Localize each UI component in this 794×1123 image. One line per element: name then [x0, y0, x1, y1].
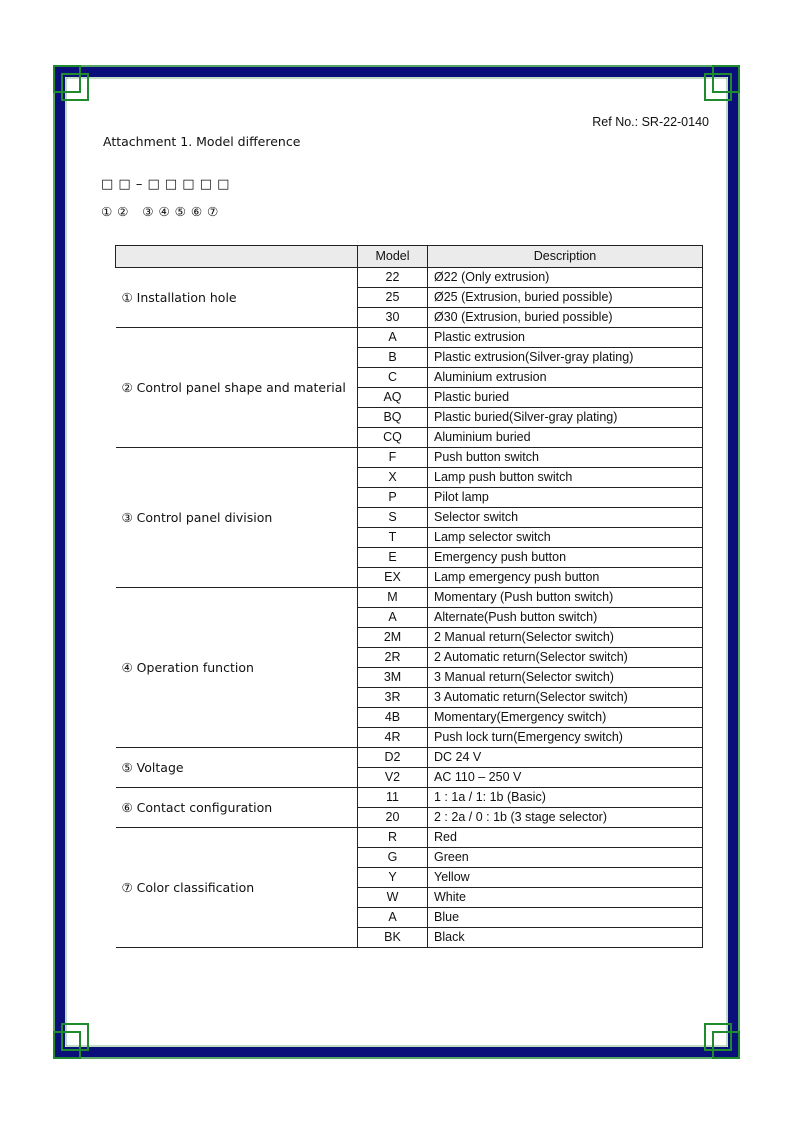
description-cell: 1 : 1a / 1: 1b (Basic): [428, 788, 703, 808]
model-code-cell: BQ: [358, 408, 428, 428]
model-code-cell: 30: [358, 308, 428, 328]
model-code-cell: 25: [358, 288, 428, 308]
category-cell: ④ Operation function: [116, 588, 358, 748]
table-row: [116, 748, 703, 768]
model-code-cell: X: [358, 468, 428, 488]
table-row: [116, 788, 703, 808]
header-category: [116, 246, 358, 268]
table-row: [116, 828, 703, 848]
description-cell: Momentary(Emergency switch): [428, 708, 703, 728]
model-code-cell: EX: [358, 568, 428, 588]
model-code-cell: R: [358, 828, 428, 848]
model-code-cell: A: [358, 908, 428, 928]
header-description: Description: [428, 246, 703, 268]
model-code-cell: A: [358, 328, 428, 348]
description-cell: Plastic buried(Silver-gray plating): [428, 408, 703, 428]
description-cell: Plastic extrusion(Silver-gray plating): [428, 348, 703, 368]
model-code-cell: C: [358, 368, 428, 388]
model-code-cell: 11: [358, 788, 428, 808]
description-cell: Alternate(Push button switch): [428, 608, 703, 628]
description-cell: Ø25 (Extrusion, buried possible): [428, 288, 703, 308]
description-cell: Push button switch: [428, 448, 703, 468]
category-cell: ① Installation hole: [116, 268, 358, 328]
header-model: Model: [358, 246, 428, 268]
description-cell: Yellow: [428, 868, 703, 888]
model-code-cell: D2: [358, 748, 428, 768]
model-code-cell: 20: [358, 808, 428, 828]
description-cell: Push lock turn(Emergency switch): [428, 728, 703, 748]
model-code-cell: S: [358, 508, 428, 528]
category-cell: ⑦ Color classification: [116, 828, 358, 948]
model-difference-table: [115, 245, 703, 948]
category-cell: ⑥ Contact configuration: [116, 788, 358, 828]
model-code-cell: B: [358, 348, 428, 368]
category-cell: ② Control panel shape and material: [116, 328, 358, 448]
description-cell: Emergency push button: [428, 548, 703, 568]
description-cell: 2 Manual return(Selector switch): [428, 628, 703, 648]
model-code-cell: V2: [358, 768, 428, 788]
model-code-cell: A: [358, 608, 428, 628]
category-cell: ⑤ Voltage: [116, 748, 358, 788]
attachment-title: Attachment 1. Model difference: [103, 134, 301, 149]
description-cell: Black: [428, 928, 703, 948]
description-cell: Momentary (Push button switch): [428, 588, 703, 608]
description-cell: Selector switch: [428, 508, 703, 528]
description-cell: Plastic extrusion: [428, 328, 703, 348]
description-cell: White: [428, 888, 703, 908]
description-cell: Lamp selector switch: [428, 528, 703, 548]
description-cell: DC 24 V: [428, 748, 703, 768]
description-cell: Aluminium buried: [428, 428, 703, 448]
model-code-cell: T: [358, 528, 428, 548]
description-cell: Plastic buried: [428, 388, 703, 408]
description-cell: Red: [428, 828, 703, 848]
ref-number: Ref No.: SR-22-0140: [592, 115, 709, 129]
description-cell: Lamp emergency push button: [428, 568, 703, 588]
table-header-row: [116, 246, 703, 268]
model-code-pattern: □ □ – □ □ □ □ □: [101, 177, 230, 192]
description-cell: 3 Automatic return(Selector switch): [428, 688, 703, 708]
description-cell: 3 Manual return(Selector switch): [428, 668, 703, 688]
model-code-cell: 2R: [358, 648, 428, 668]
model-code-cell: AQ: [358, 388, 428, 408]
model-code-cell: CQ: [358, 428, 428, 448]
model-code-numbers: ① ② ③ ④ ⑤ ⑥ ⑦: [101, 204, 219, 219]
description-cell: Ø30 (Extrusion, buried possible): [428, 308, 703, 328]
description-cell: Lamp push button switch: [428, 468, 703, 488]
model-code-cell: 22: [358, 268, 428, 288]
model-code-cell: P: [358, 488, 428, 508]
description-cell: AC 110 – 250 V: [428, 768, 703, 788]
description-cell: 2 : 2a / 0 : 1b (3 stage selector): [428, 808, 703, 828]
model-code-cell: F: [358, 448, 428, 468]
model-code-cell: E: [358, 548, 428, 568]
category-cell: ③ Control panel division: [116, 448, 358, 588]
model-code-cell: M: [358, 588, 428, 608]
table-row: [116, 328, 703, 348]
description-cell: Pilot lamp: [428, 488, 703, 508]
table-row: [116, 448, 703, 468]
model-code-cell: 2M: [358, 628, 428, 648]
model-code-cell: 3R: [358, 688, 428, 708]
description-cell: Blue: [428, 908, 703, 928]
table-body: [116, 268, 703, 948]
description-cell: Green: [428, 848, 703, 868]
model-code-cell: Y: [358, 868, 428, 888]
model-code-cell: 3M: [358, 668, 428, 688]
model-code-cell: G: [358, 848, 428, 868]
model-code-cell: 4R: [358, 728, 428, 748]
description-cell: Aluminium extrusion: [428, 368, 703, 388]
model-code-cell: W: [358, 888, 428, 908]
description-cell: 2 Automatic return(Selector switch): [428, 648, 703, 668]
table-row: [116, 268, 703, 288]
model-code-cell: 4B: [358, 708, 428, 728]
table-row: [116, 588, 703, 608]
model-code-cell: BK: [358, 928, 428, 948]
description-cell: Ø22 (Only extrusion): [428, 268, 703, 288]
